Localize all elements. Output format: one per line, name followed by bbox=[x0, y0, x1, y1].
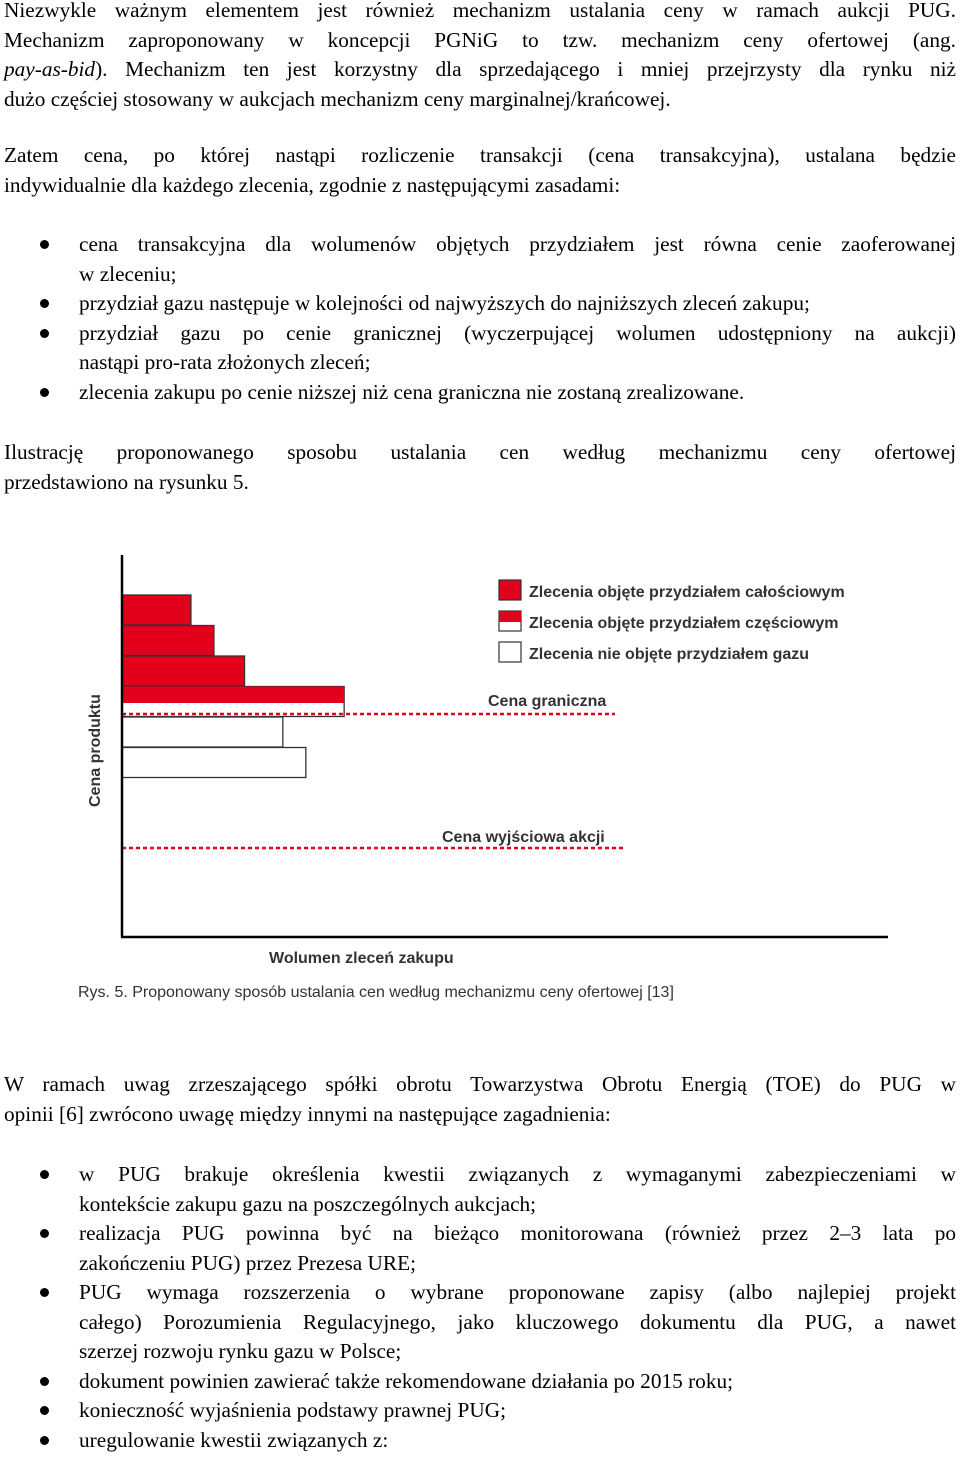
text-line: opinii [6] zwrócono uwagę między innymi na następujące zagadnienia: bbox=[4, 1101, 611, 1126]
list-item-line: w PUG brakuje określenia kwestii związanych z wymaganymi zabezpieczeniami w bbox=[79, 1162, 956, 1186]
text-line: indywidualnie dla każdego zlecenia, zgodnie z następującymi zasadami: bbox=[4, 172, 621, 197]
list-item bbox=[0, 1367, 956, 1397]
list-item-line: PUG wymaga rozszerzenia o wybrane proponowane zapisy (albo najlepiej projekt bbox=[79, 1280, 956, 1304]
issues-list bbox=[0, 1160, 956, 1455]
list-item-line: zakończeniu PUG) przez Prezesa URE; bbox=[79, 1250, 417, 1275]
limit-price-label: Cena graniczna bbox=[488, 693, 607, 710]
paragraph-price-mechanism bbox=[4, 0, 956, 114]
list-item-line: dokument powinien zawierać także rekomendowane działania po 2015 roku; bbox=[79, 1368, 734, 1393]
list-item bbox=[0, 1278, 956, 1367]
list-item-line: cena transakcyjna dla wolumenów objętych przydziałem jest równa cenie zaoferowanej bbox=[79, 232, 956, 256]
list-item bbox=[0, 289, 956, 319]
bullet-icon bbox=[40, 1406, 49, 1415]
list-item bbox=[0, 319, 956, 378]
y-axis-label: Cena produktu bbox=[87, 694, 104, 807]
list-item-line: nastąpi pro-rata złożonych zleceń; bbox=[79, 350, 371, 374]
text-line: przedstawiono na rysunku 5. bbox=[4, 469, 249, 494]
rules-list bbox=[0, 230, 956, 407]
start-price-label: Cena wyjściowa akcji bbox=[442, 829, 605, 846]
list-item-line: całego) Porozumienia Regulacyjnego, jako kluczowego dokumentu dla PUG, a nawet bbox=[79, 1309, 956, 1334]
list-item-line: zlecenia zakupu po cenie niższej niż cena graniczna nie zostaną zrealizowane. bbox=[79, 379, 745, 404]
list-item bbox=[0, 1396, 956, 1426]
figure-caption: Rys. 5. Proponowany sposób ustalania cen według mechanizmu ceny ofertowej [13] bbox=[78, 984, 674, 1001]
list-item bbox=[0, 1426, 956, 1456]
paragraph-toe-opinion bbox=[4, 1070, 956, 1129]
legend bbox=[499, 580, 845, 663]
bullet-icon bbox=[40, 240, 49, 249]
text-line-with-term: pay-as-bid). Mechanizm ten jest korzystny dla sprzedającego i mniej przejrzysty dla rynku niż bbox=[4, 57, 956, 81]
order-bar-none bbox=[122, 717, 283, 747]
italic-term: pay-as-bid bbox=[4, 57, 96, 81]
list-item-line: uregulowanie kwestii związanych z: bbox=[79, 1427, 389, 1452]
list-item-line: konieczność wyjaśnienia podstawy prawnej PUG; bbox=[79, 1398, 507, 1422]
paragraph-figure-intro bbox=[4, 438, 956, 497]
text-line: Mechanizm zaproponowany w koncepcji PGNiG to tzw. mechanizm ceny ofertowej (ang. bbox=[4, 27, 956, 52]
list-item-line: przydział gazu następuje w kolejności od najwyższych do najniższych zleceń zakupu; bbox=[79, 291, 810, 315]
bars-layer bbox=[122, 595, 344, 778]
list-item-line: kontekście zakupu gazu na poszczególnych aukcjach; bbox=[79, 1191, 537, 1216]
bullet-icon bbox=[40, 388, 49, 397]
bullet-icon bbox=[40, 1288, 49, 1297]
bullet-icon bbox=[40, 1229, 49, 1238]
bullet-icon bbox=[40, 1377, 49, 1386]
text-line: Ilustrację proponowanego sposobu ustalania cen według mechanizmu ceny ofertowej bbox=[4, 440, 956, 464]
list-item bbox=[0, 1219, 956, 1278]
figure-pay-as-bid-chart bbox=[60, 545, 900, 1015]
paragraph-transaction-price bbox=[4, 141, 956, 200]
list-item-line: przydział gazu po cenie granicznej (wyczerpującej wolumen udostępniony na aukcji) bbox=[79, 320, 956, 345]
list-item bbox=[0, 378, 956, 408]
order-bar-none bbox=[122, 748, 306, 778]
text-line: dużo częściej stosowany w aukcjach mechanizm ceny marginalnej/krańcowej. bbox=[4, 86, 671, 111]
text-line: Niezwykle ważnym elementem jest również mechanizm ustalania ceny w ramach aukcji PUG. bbox=[4, 0, 956, 22]
x-axis-label: Wolumen zleceń zakupu bbox=[269, 950, 454, 967]
text-line: W ramach uwag zrzeszającego spółki obrotu Towarzystwa Obrotu Energią (TOE) do PUG w bbox=[4, 1072, 956, 1096]
order-bar-full bbox=[122, 656, 245, 686]
bullet-icon bbox=[40, 329, 49, 338]
text-line: Zatem cena, po której nastąpi rozliczenie transakcji (cena transakcyjna), ustalana będzie bbox=[4, 143, 956, 167]
order-bar-full bbox=[122, 626, 214, 656]
order-bar-partial-fill bbox=[122, 687, 344, 704]
list-item bbox=[0, 1160, 956, 1219]
list-item-line: w zleceniu; bbox=[79, 261, 177, 286]
bullet-icon bbox=[40, 1170, 49, 1179]
bullet-icon bbox=[40, 1436, 49, 1445]
legend-label: Zlecenia objęte przydziałem częściowym bbox=[529, 615, 839, 632]
list-item-line: szerzej rozwoju rynku gazu w Polsce; bbox=[79, 1339, 402, 1363]
legend-item-none bbox=[499, 642, 809, 663]
legend-label: Zlecenia nie objęte przydziałem gazu bbox=[529, 646, 810, 663]
legend-label: Zlecenia objęte przydziałem całościowym bbox=[529, 584, 845, 601]
text-line-rest: Mechanizm ten jest korzystny dla sprzedającego i mniej przejrzysty dla rynku niż bbox=[125, 57, 956, 81]
legend-item-partial bbox=[499, 611, 838, 632]
order-bar-full bbox=[122, 595, 191, 625]
list-item bbox=[0, 230, 956, 289]
legend-item-full bbox=[499, 580, 845, 601]
bullet-icon bbox=[40, 299, 49, 308]
list-item-line: realizacja PUG powinna być na bieżąco monitorowana (również przez 2–3 lata po bbox=[79, 1221, 956, 1245]
